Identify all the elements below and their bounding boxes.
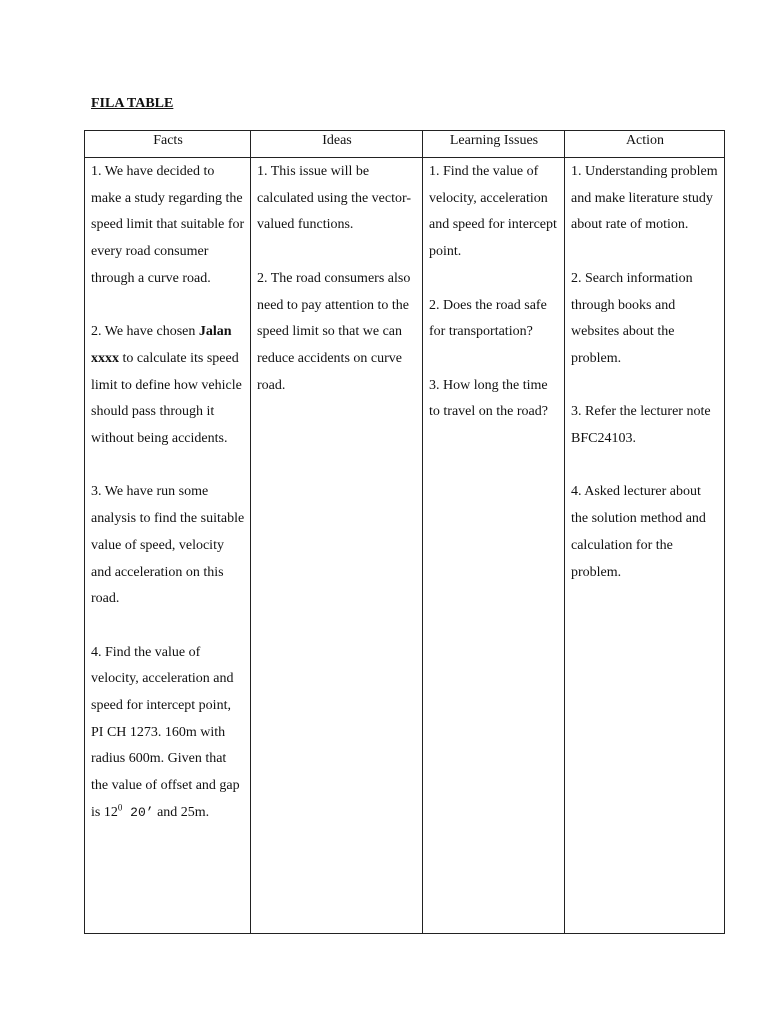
- header-action: Action: [565, 131, 725, 158]
- facts-item-2: 2. We have chosen Jalan xxxx to calculate its speed limit to define how vehicle should pass through it without being accidents.: [91, 324, 242, 447]
- facts-item-3: 3. We have run some analysis to find the suitable value of speed, velocity and acceleration on this road.: [91, 484, 245, 607]
- road-name: Jalan xxxx: [91, 324, 232, 366]
- facts-item-1: 1. We have decided to make a study regarding the speed limit that suitable for every road consumer through a curve road.: [91, 164, 245, 286]
- action-cell: [565, 158, 725, 934]
- ideas-item-2: 2. The road consumers also need to pay attention to the speed limit so that we can reduce accidents on curve road.: [257, 270, 411, 393]
- header-facts: Facts: [85, 131, 251, 158]
- learning-issue-3: 3. How long the time to travel on the road?: [429, 377, 548, 420]
- ideas-cell: [251, 158, 423, 934]
- action-item-4: 4. Asked lecturer about the solution method and calculation for the problem.: [571, 484, 706, 580]
- learning-issue-1: 1. Find the value of velocity, acceleration and speed for intercept point.: [429, 164, 557, 260]
- degree-superscript: 0: [117, 802, 123, 813]
- header-ideas: Ideas: [251, 131, 423, 158]
- facts-item-4: 4. Find the value of velocity, acceleration and speed for intercept point, PI CH 1273. 160m with radius 600m. Given that the value of offset and gap is $12^0$ 20’ and 25m.: [91, 644, 240, 820]
- action-item-2: 2. Search information through books and websites about the problem.: [571, 270, 693, 366]
- header-learning-issues: Learning Issues: [423, 131, 565, 158]
- learning-issue-2: 2. Does the road safe for transportation?: [429, 297, 547, 340]
- table-title: FILA TABLE: [91, 96, 174, 111]
- learning-issues-cell: [423, 158, 565, 934]
- action-item-3: 3. Refer the lecturer note BFC24103.: [571, 404, 711, 446]
- facts-cell: [85, 158, 251, 934]
- ideas-item-1: 1. This issue will be calculated using the vector-valued functions.: [257, 164, 412, 233]
- fila-table: [84, 130, 725, 934]
- action-item-1: 1. Understanding problem and make literature study about rate of motion.: [571, 164, 718, 233]
- header-row: [85, 131, 725, 158]
- content-row: [85, 158, 725, 934]
